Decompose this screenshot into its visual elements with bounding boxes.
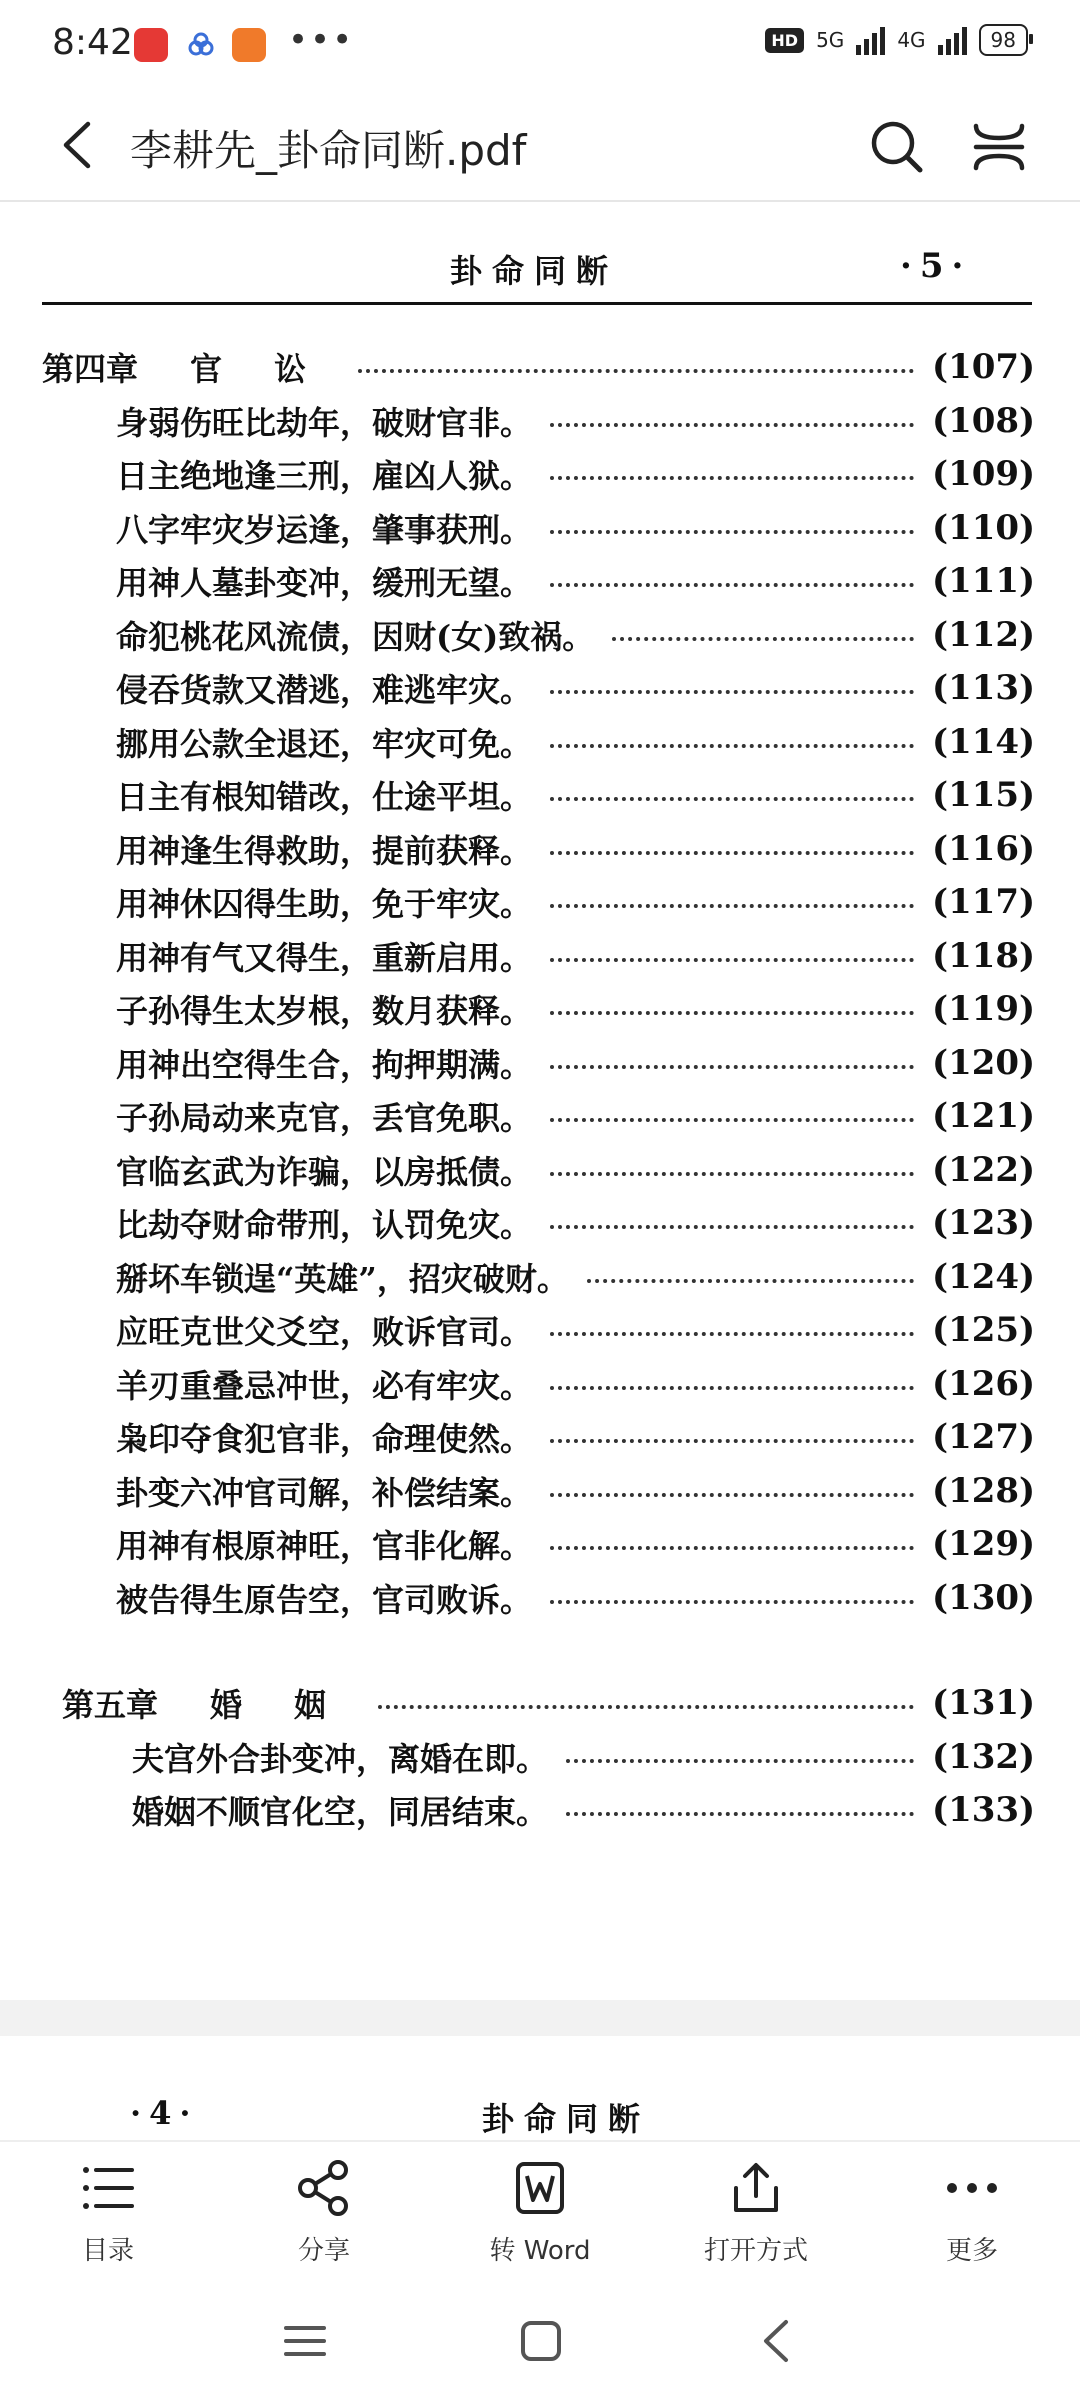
convert-word-button[interactable]: [440, 2142, 640, 2282]
bottom-toolbar: [0, 2140, 1080, 2282]
status-indicators: [765, 24, 1028, 56]
toc-entry-title: 用神出空得生合，拘押期满。: [116, 1045, 533, 1084]
chapter-page: (131): [932, 1683, 1036, 1723]
toc-entry-page: (127): [932, 1417, 1036, 1457]
running-head: [0, 242, 1080, 302]
toc-entry-page: (132): [932, 1736, 1036, 1777]
toc-entry[interactable]: [0, 503, 1080, 553]
more-button[interactable]: [872, 2142, 1072, 2282]
open-with-button[interactable]: [656, 2142, 856, 2282]
back-nav-icon[interactable]: [752, 2316, 802, 2366]
toc-entry-page: (128): [932, 1470, 1036, 1511]
toc-label: 目录: [81, 2236, 134, 2266]
toc-entry-title: 比劫夺财命带刑，认罚免灾。: [116, 1206, 533, 1244]
toc-entry[interactable]: [0, 1732, 1080, 1782]
hd-badge: HD: [765, 28, 804, 53]
next-page-running-title: 卦命同断: [482, 2100, 651, 2138]
toc-entry-page: (130): [932, 1577, 1036, 1618]
more-label: 更多: [945, 2236, 998, 2266]
chapter-row[interactable]: [0, 342, 1080, 392]
toc-button[interactable]: [8, 2142, 208, 2282]
toc-entry[interactable]: [0, 770, 1080, 820]
dot-leader: [550, 476, 914, 480]
toc-entry-page: (111): [932, 561, 1036, 601]
running-title: 卦命同断: [450, 252, 619, 290]
dot-leader: [550, 1065, 914, 1069]
chapter-row[interactable]: [0, 1678, 1080, 1728]
toc-entry-page: (117): [932, 882, 1036, 922]
toc-entry-page: (114): [932, 721, 1036, 762]
dot-leader: [550, 423, 914, 427]
toc-entry-title: 日主绝地逢三刑，雇凶人狱。: [116, 457, 533, 495]
toc-entry-page: (115): [932, 775, 1036, 815]
toc-entry-title: 用神有气又得生，重新启用。: [116, 938, 533, 977]
recent-apps-icon[interactable]: [280, 2316, 330, 2366]
next-page-number: ·4·: [130, 2094, 199, 2132]
toc-entry-page: (110): [932, 507, 1036, 548]
search-icon[interactable]: [868, 118, 924, 174]
toc-entry-title: 卦变六冲官司解，补偿结案。: [116, 1473, 533, 1512]
toc-entry-title: 日主有根知错改，仕途平坦。: [116, 778, 533, 816]
chapter-page: (107): [932, 347, 1036, 387]
toc-entry-title: 枭印夺食犯官非，命理使然。: [116, 1420, 533, 1458]
toc-entry-title: 官临玄武为诈骗，以房抵债。: [116, 1152, 533, 1191]
toc-entry-title: 夫宫外合卦变冲，离婚在即。: [132, 1739, 549, 1778]
toc-entry-title: 八字牢灾岁运逢，肇事获刑。: [116, 510, 533, 549]
toc-entry-page: (129): [932, 1524, 1036, 1564]
toc-entry[interactable]: [0, 396, 1080, 446]
dot-leader: [550, 1386, 914, 1390]
toc-entry-page: (125): [932, 1310, 1036, 1350]
document-title: 李耕先_卦命同断.pdf: [130, 126, 527, 175]
toc-entry-page: (113): [932, 668, 1036, 708]
page-number: ·5·: [900, 246, 972, 286]
dot-leader: [550, 1439, 914, 1443]
share-button[interactable]: [224, 2142, 424, 2282]
toc-entry-title: 掰坏车锁逞“英雄”，招灾破财。: [116, 1259, 569, 1298]
toc-entry[interactable]: [0, 556, 1080, 606]
toc-entry[interactable]: [0, 1038, 1080, 1088]
upload-icon: [726, 2158, 786, 2218]
toc-entry-title: 身弱伤旺比劫年，破财官非。: [116, 403, 533, 442]
dot-leader: [550, 1600, 914, 1604]
toc-entry[interactable]: [0, 1785, 1080, 1835]
share-label: 分享: [297, 2236, 350, 2266]
toc-entry[interactable]: [0, 1519, 1080, 1569]
toc-entry-title: 婚姻不顺官化空，同居结束。: [132, 1793, 549, 1831]
toc-entry-title: 命犯桃花风流债，因财(女)致祸。: [116, 617, 595, 656]
toc-entry-page: (120): [932, 1042, 1036, 1083]
title-bar: [0, 90, 1080, 202]
system-nav-bar: [0, 2280, 1080, 2400]
toc-entry[interactable]: [0, 610, 1080, 660]
dot-leader: [550, 744, 914, 748]
toc-entry[interactable]: [0, 1252, 1080, 1302]
toc-entry-title: 子孙得生太岁根，数月获释。: [116, 992, 533, 1030]
toc-entry[interactable]: [0, 1412, 1080, 1462]
dot-leader: [566, 1759, 914, 1763]
dot-leader: [358, 369, 914, 373]
toc-entry[interactable]: [0, 984, 1080, 1034]
notification-app-icon: [134, 28, 168, 62]
back-arrow-icon[interactable]: [56, 120, 96, 170]
toc-entry-title: 被告得生原告空，官司败诉。: [116, 1580, 533, 1619]
more-dots-icon: [942, 2158, 1002, 2218]
toc-entry-page: (124): [932, 1256, 1036, 1297]
dot-leader: [550, 1546, 914, 1550]
dot-leader: [550, 1172, 914, 1176]
share-icon: [294, 2158, 354, 2218]
toc-entry[interactable]: [0, 449, 1080, 499]
chapter-name: 官讼: [190, 350, 359, 388]
list-icon: [78, 2158, 138, 2218]
status-time: 8:42: [52, 22, 133, 63]
dot-leader: [587, 1279, 914, 1283]
next-page-head: [0, 2090, 1080, 2140]
toc-entry[interactable]: [0, 1305, 1080, 1355]
dot-leader: [550, 1332, 914, 1336]
toc-entry-page: (122): [932, 1149, 1036, 1190]
toc-entry[interactable]: [0, 1198, 1080, 1248]
toc-entry-title: 挪用公款全退还，牢灾可免。: [116, 724, 533, 763]
toc-entry-page: (116): [932, 828, 1036, 869]
toc-entry-title: 应旺克世父爻空，败诉官司。: [116, 1313, 533, 1351]
dot-leader: [566, 1812, 914, 1816]
toc-entry-title: 子孙局动来克官，丢官免职。: [116, 1099, 533, 1137]
dot-leader: [550, 1493, 914, 1497]
toc-entry[interactable]: [0, 1573, 1080, 1623]
signal-icon-2: [938, 25, 967, 55]
toc-entry-page: (108): [932, 400, 1036, 441]
network-4g-label: 4G: [897, 28, 926, 52]
toc-entry[interactable]: [0, 1091, 1080, 1141]
dot-leader: [550, 1225, 914, 1229]
status-bar: [0, 0, 1080, 90]
dot-leader: [550, 583, 914, 587]
toc-entry-page: (118): [932, 935, 1036, 976]
header-rule: [42, 302, 1032, 305]
page-gap: [0, 2000, 1080, 2036]
home-icon[interactable]: [516, 2316, 566, 2366]
chapter-name: 婚姻: [210, 1686, 379, 1724]
convert-word-label: 转 Word: [489, 2236, 591, 2266]
dot-leader: [550, 851, 914, 855]
exit-reading-icon[interactable]: [972, 122, 1026, 172]
toc-entry-page: (133): [932, 1790, 1036, 1830]
word-icon: [510, 2158, 570, 2218]
network-5g-label: 5G: [816, 28, 845, 52]
toc-entry-title: 用神有根原神旺，官非化解。: [116, 1527, 533, 1565]
toc-entry[interactable]: [0, 877, 1080, 927]
dot-leader: [550, 1011, 914, 1015]
dot-leader: [550, 904, 914, 908]
toc-entry-title: 用神人墓卦变冲，缓刑无望。: [116, 564, 533, 602]
dot-leader: [550, 797, 914, 801]
toc-entry[interactable]: [0, 931, 1080, 981]
dot-leader: [550, 958, 914, 962]
toc-entry[interactable]: [0, 717, 1080, 767]
signal-icon-1: [856, 25, 885, 55]
toc-entry[interactable]: [0, 824, 1080, 874]
toc-entry-page: (119): [932, 989, 1036, 1029]
open-with-label: 打开方式: [703, 2236, 808, 2266]
notification-shop-icon: [232, 28, 266, 62]
toc-entry-title: 侵吞货款又潜逃，难逃牢灾。: [116, 671, 533, 709]
dot-leader: [378, 1705, 914, 1709]
dot-leader: [612, 637, 914, 641]
dot-leader: [550, 1118, 914, 1122]
pdf-page[interactable]: [0, 202, 1080, 2002]
toc-entry-page: (126): [932, 1363, 1036, 1404]
toc-entry[interactable]: [0, 1359, 1080, 1409]
toc-entry[interactable]: [0, 1145, 1080, 1195]
toc-entry-title: 用神休囚得生助，免于牢灾。: [116, 885, 533, 923]
toc-entry[interactable]: [0, 1466, 1080, 1516]
chapter-number: 第四章: [42, 350, 139, 388]
more-notifications-icon: •••: [288, 20, 355, 60]
battery-icon: 98: [979, 24, 1028, 56]
notification-cloud-icon: [184, 28, 218, 62]
toc-entry-page: (123): [932, 1203, 1036, 1243]
toc-entry-title: 羊刃重叠忌冲世，必有牢灾。: [116, 1366, 533, 1405]
dot-leader: [550, 530, 914, 534]
toc-entry[interactable]: [0, 663, 1080, 713]
toc-entry-page: (112): [932, 614, 1036, 655]
toc-entry-page: (121): [932, 1096, 1036, 1136]
toc-entry-title: 用神逢生得救助，提前获释。: [116, 831, 533, 870]
toc-entry-page: (109): [932, 454, 1036, 494]
dot-leader: [550, 690, 914, 694]
chapter-number: 第五章: [62, 1686, 159, 1724]
